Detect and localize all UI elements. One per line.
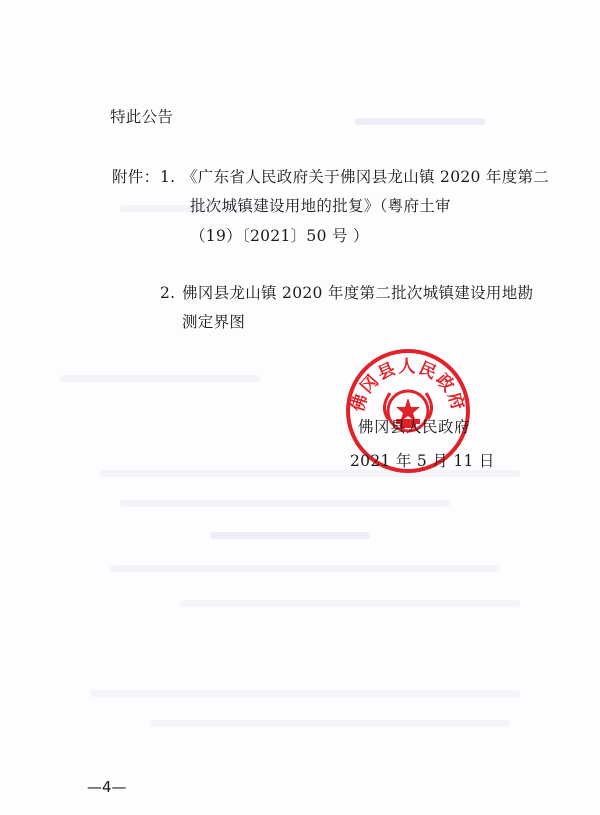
attachment-2-line-1: 佛冈县龙山镇 2020 年度第二批次城镇建设用地勘 (182, 284, 534, 302)
attachment-1-number: 1. (160, 168, 176, 186)
page-number: —4— (87, 778, 127, 796)
issuer-name: 佛冈县人民政府 (358, 418, 471, 436)
bleed-through-line (150, 720, 510, 727)
bleed-through-line (180, 600, 520, 607)
bleed-through-line (60, 375, 260, 382)
bleed-through-line (210, 532, 370, 539)
attachment-2-number: 2. (160, 284, 176, 302)
bleed-through-line (110, 565, 500, 572)
attachment-1-line-2: 批次城镇建设用地的批复》（粤府土审 (190, 197, 451, 215)
issue-date: 2021 年 5 月 11 日 (350, 452, 495, 470)
attachment-2-line-2: 测定界图 (182, 313, 246, 331)
attachment-1-line-1: 《广东省人民政府关于佛冈县龙山镇 2020 年度第二 (182, 168, 550, 186)
attachment-1-line-3: （19）〔2021〕50 号 ） (190, 227, 369, 245)
bleed-through-line (90, 690, 520, 697)
attachments-label: 附件： (112, 168, 160, 186)
closing-phrase: 特此公告 (110, 108, 174, 126)
svg-text:佛冈县人民政府: 佛冈县人民政府 (347, 357, 469, 415)
bleed-through-line (355, 118, 485, 125)
bleed-through-line (120, 500, 450, 507)
